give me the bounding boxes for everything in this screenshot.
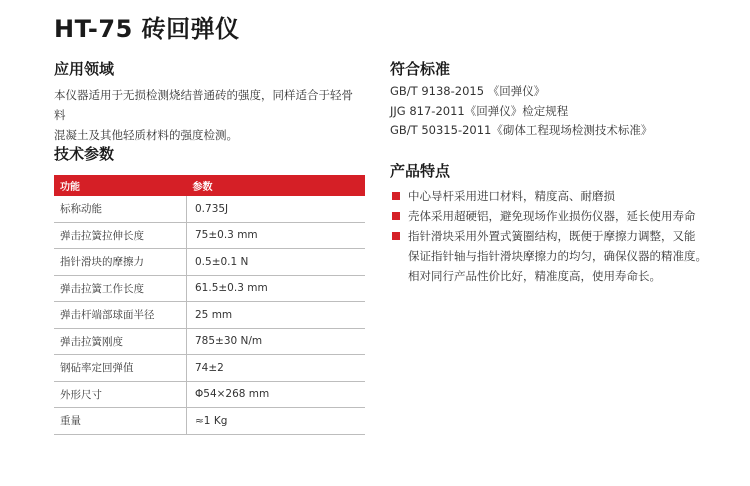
table-row	[54, 408, 365, 435]
bullet-square-icon	[392, 212, 400, 220]
list-item: JJG 817-2011《回弹仪》检定规程	[390, 103, 569, 118]
feature-text-cont: 保证指针轴与指针滑块摩擦力的均匀，确保仪器的精准度。	[408, 249, 707, 263]
table-row	[54, 222, 365, 249]
application-text	[54, 85, 364, 145]
bullet-square-icon	[392, 232, 400, 240]
spec-name: 钢砧率定回弹值	[54, 355, 187, 382]
standards-list	[390, 82, 652, 141]
spec-value: ≈1 Kg	[187, 408, 366, 435]
feature-text: 指针滑块采用外置式簧圈结构，既便于摩擦力调整，又能	[408, 229, 696, 243]
spec-value: 25 mm	[187, 302, 366, 329]
table-row	[54, 249, 365, 276]
feature-text: 中心导杆采用进口材料，精度高、耐磨损	[408, 189, 615, 203]
list-item: GB/T 9138-2015 《回弹仪》	[390, 84, 546, 98]
col-param-header: 参数	[187, 175, 366, 196]
bullet-square-icon	[392, 192, 400, 200]
spec-value: 74±2	[187, 355, 366, 382]
spec-value: 0.5±0.1 N	[187, 249, 366, 276]
table-row	[54, 381, 365, 408]
spec-value: 785±30 N/m	[187, 328, 366, 355]
table-row	[54, 328, 365, 355]
standards-heading: 符合标准	[390, 60, 451, 78]
spec-name: 外形尺寸	[54, 381, 187, 408]
application-heading: 应用领域	[54, 60, 115, 78]
spec-name: 弹击拉簧工作长度	[54, 275, 187, 302]
specs-header-row	[54, 175, 365, 196]
table-row	[54, 196, 365, 222]
spec-name: 弹击拉簧刚度	[54, 328, 187, 355]
specs-table	[54, 175, 365, 435]
spec-name: 重量	[54, 408, 187, 435]
list-item	[390, 186, 710, 206]
feature-text: 壳体采用超硬铝，避免现场作业损伤仪器，延长使用寿命	[408, 209, 696, 223]
page-title: HT-75 砖回弹仪	[54, 15, 240, 43]
table-row	[54, 355, 365, 382]
spec-value: 0.735J	[187, 196, 366, 222]
spec-name: 弹击杆端部球面半径	[54, 302, 187, 329]
list-item: GB/T 50315-2011《砌体工程现场检测技术标准》	[390, 123, 653, 137]
spec-value: 61.5±0.3 mm	[187, 275, 366, 302]
spec-name: 弹击拉簧拉伸长度	[54, 222, 187, 249]
application-text-line1: 本仪器适用于无损检测烧结普通砖的强度，同样适合于轻骨料	[54, 88, 353, 122]
feature-text-cont: 相对同行产品性价比好，精准度高，使用寿命长。	[408, 269, 661, 283]
features-heading: 产品特点	[390, 162, 451, 180]
table-row	[54, 302, 365, 329]
list-item	[390, 206, 710, 226]
application-text-line2: 混凝土及其他轻质材料的强度检测。	[54, 128, 238, 142]
table-row	[54, 275, 365, 302]
spec-value: Φ54×268 mm	[187, 381, 366, 408]
spec-name: 指针滑块的摩擦力	[54, 249, 187, 276]
spec-name: 标称动能	[54, 196, 187, 222]
col-function-header: 功能	[54, 175, 187, 196]
specs-heading: 技术参数	[54, 145, 115, 163]
list-item	[390, 226, 710, 286]
spec-value: 75±0.3 mm	[187, 222, 366, 249]
features-list	[390, 186, 710, 286]
